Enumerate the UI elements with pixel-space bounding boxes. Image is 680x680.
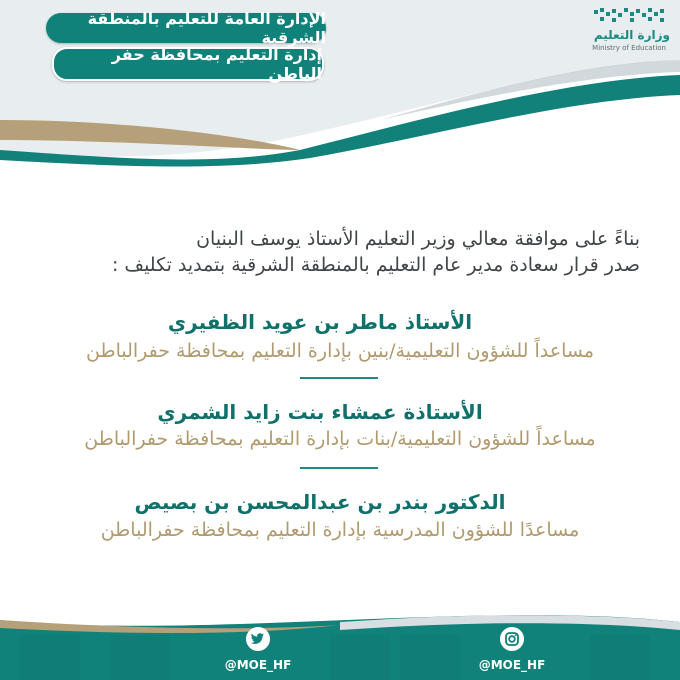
ministry-name: وزارة التعليم — [593, 28, 670, 42]
twitter-handle: @MOE_HF — [224, 658, 292, 672]
intro-line-1: بناءً على موافقة معالي وزير التعليم الأستاذ يوسف البنيان — [196, 228, 640, 250]
twitter-icon — [245, 626, 271, 652]
footer-wave-decoration — [0, 600, 680, 680]
intro-line-2: صدر قرار سعادة مدير عام التعليم بالمنطقة الشرقية بتمديد تكليف : — [111, 254, 640, 276]
divider-2 — [300, 467, 378, 469]
instagram-icon — [499, 626, 525, 652]
appointee-1-name: الأستاذ ماطر بن عويد الظفيري — [167, 310, 473, 334]
appointee-2-role: مساعداً للشؤون التعليمية/بنات بإدارة التعليم بمحافظة حفرالباطن — [84, 428, 596, 450]
twitter-link[interactable] — [218, 626, 298, 672]
ministry-logo-icon — [590, 6, 670, 30]
divider-1 — [300, 377, 378, 379]
appointee-2-name: الأستاذة عمشاء بنت زايد الشمري — [157, 400, 483, 424]
instagram-handle: @MOE_HF — [478, 658, 546, 672]
ministry-subtitle: Ministry of Education — [592, 44, 666, 52]
appointee-1-role: مساعداً للشؤون التعليمية/بنين بإدارة التعليم بمحافظة حفرالباطن — [85, 340, 594, 362]
local-administration-text: إدارة التعليم بمحافظة حفر الباطن — [111, 45, 322, 83]
general-administration-text: الإدارة العامة للتعليم بالمنطقة الشرقية — [87, 9, 326, 47]
appointee-3-role: مساعدًا للشؤون المدرسية بإدارة التعليم بمحافظة حفرالباطن — [100, 519, 580, 541]
appointee-3-name: الدكتور بندر بن عبدالمحسن بن بصيص — [134, 490, 506, 514]
instagram-link[interactable] — [472, 626, 552, 672]
local-administration-badge — [52, 47, 324, 81]
general-administration-badge — [46, 9, 326, 47]
